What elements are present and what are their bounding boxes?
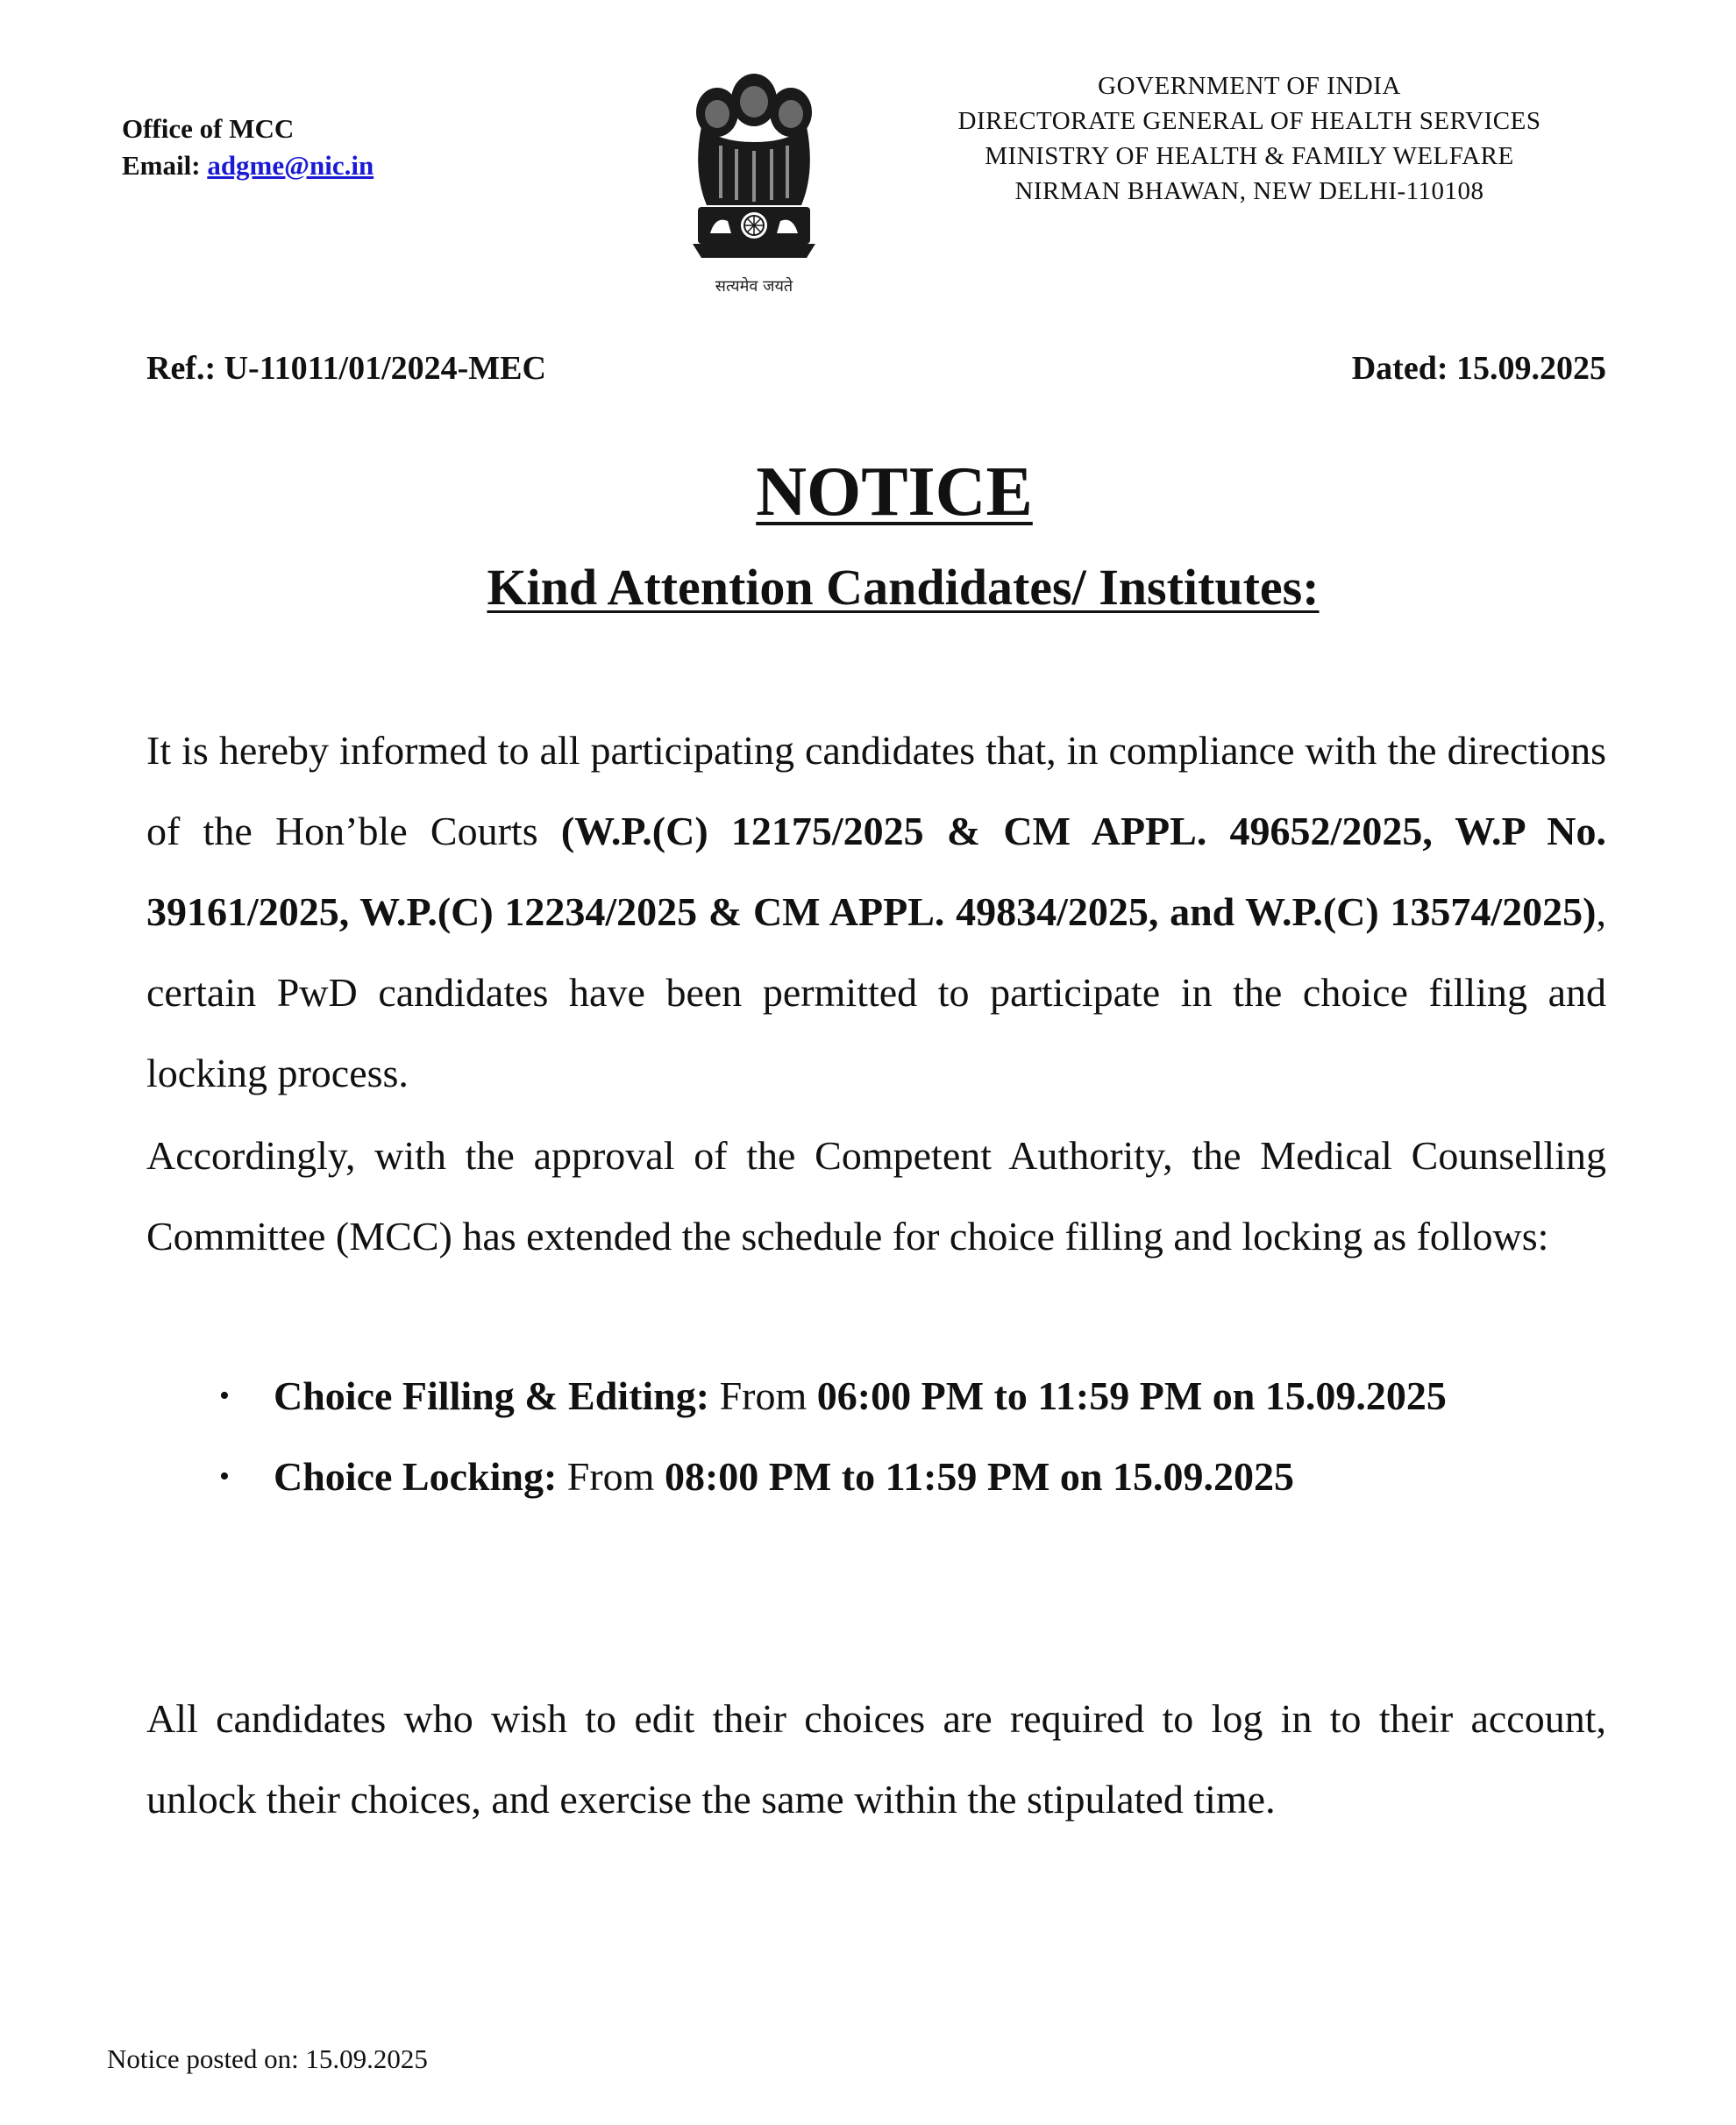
choice-locking-from: From — [557, 1454, 665, 1499]
gov-line-1: GOVERNMENT OF INDIA — [1098, 72, 1401, 100]
choice-locking-time: 08:00 PM to 11:59 PM on 15.09.2025 — [664, 1454, 1294, 1499]
choice-filling-label: Choice Filling & Editing: — [274, 1373, 710, 1418]
gov-line-3: MINISTRY OF HEALTH & FAMILY WELFARE — [985, 142, 1514, 170]
choice-filling-time: 06:00 PM to 11:59 PM on 15.09.2025 — [816, 1373, 1447, 1418]
attention-subtitle: Kind Attention Candidates/ Institutes: — [487, 559, 1320, 616]
notice-title: NOTICE — [756, 453, 1033, 531]
list-item — [210, 1437, 1606, 1517]
gov-line-4: NIRMAN BHAWAN, NEW DELHI-110108 — [1014, 177, 1484, 205]
email-label: Email: — [122, 150, 201, 181]
para1-case-numbers: (W.P.(C) 12175/2025 & CM APPL. 49652/2025, W.P No. 39161/2025, W.P.(C) 12234/2025 & CM APPL. 49834/2025, and W.P.(C) 13574/2025) — [146, 809, 1607, 934]
bullet-icon: • — [219, 1460, 230, 1493]
government-header — [894, 68, 1604, 209]
bullet-icon: • — [219, 1380, 230, 1412]
reference-number: Ref.: U-11011/01/2024-MEC — [146, 350, 546, 387]
list-item — [210, 1356, 1606, 1437]
emblem-icon — [666, 58, 842, 277]
office-name: Office of MCC — [122, 113, 295, 144]
choice-filling-from: From — [709, 1373, 817, 1418]
para1-intro: It is hereby informed to all participating candidates that, in compliance with the directions of the Hon’ble Courts — [146, 728, 1606, 853]
email-link[interactable]: adgme@nic.in — [207, 150, 374, 181]
gov-line-2: DIRECTORATE GENERAL OF HEALTH SERVICES — [957, 107, 1541, 135]
paragraph-schedule-extension: Accordingly, with the approval of the Competent Authority, the Medical Counselling Committee (MCC) has extended the schedule for choice filling and locking as follows: — [146, 1133, 1606, 1259]
office-block — [122, 111, 374, 184]
paragraph-court-directions — [146, 710, 1606, 1114]
choice-locking-label: Choice Locking: — [274, 1454, 558, 1499]
emblem-motto: सत्यमेव जयते — [715, 277, 793, 296]
national-emblem — [666, 58, 842, 303]
email-line — [122, 147, 374, 184]
para1-conclusion: , certain PwD candidates have been permitted to participate in the choice filling and locking process. — [146, 889, 1606, 1095]
notice-date: Dated: 15.09.2025 — [1351, 350, 1606, 387]
posted-date: Notice posted on: 15.09.2025 — [107, 2043, 428, 2074]
schedule-list — [210, 1356, 1606, 1517]
paragraph-edit-instructions: All candidates who wish to edit their choices are required to log in to their account, unlock their choices, and exercise the same within the stipulated time. — [146, 1696, 1606, 1822]
